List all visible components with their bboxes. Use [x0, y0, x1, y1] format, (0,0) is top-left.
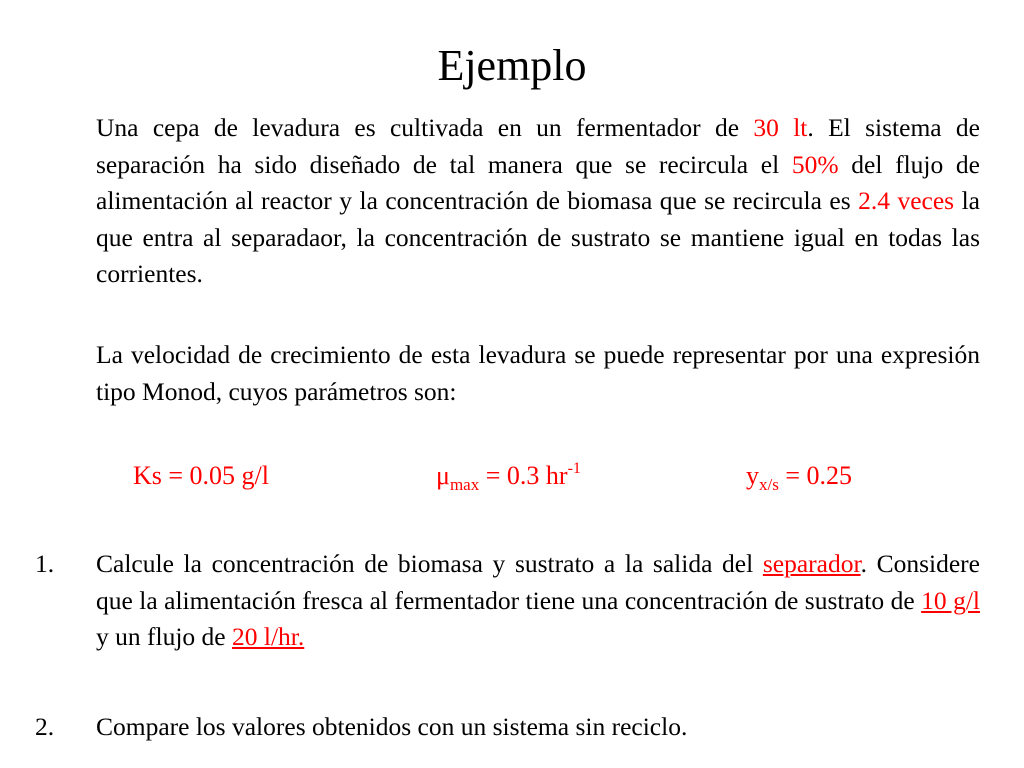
flow-rate-link[interactable]: 20 l/hr.	[231, 622, 305, 651]
q1-text-2: . Considere que la alimentación fresca al fermentador tiene una concentración de sustrato de	[96, 549, 980, 615]
intro-text-3: del flujo de alimentación al reactor y la concentración de biomasa que se recircula es	[96, 149, 981, 215]
y-value: = 0.25	[778, 461, 853, 490]
mu-symbol: μ	[436, 461, 450, 490]
parameters-row	[0, 456, 1024, 500]
mu-superscript: -1	[567, 460, 581, 477]
biomass-factor: 2.4 veces	[858, 186, 955, 215]
mu-value: = 0.3 hr	[479, 461, 568, 490]
slide-title: Ejemplo	[437, 41, 587, 90]
q1-text-1: Calcule la concentración de biomasa y sustrato a la salida del	[96, 549, 763, 578]
substrate-concentration-link[interactable]: 10 g/l	[921, 585, 981, 615]
intro-text-4: la que entra al separadaor, la concentración de sustrato se mantiene igual en todas las corrientes.	[96, 186, 980, 288]
question-1-text	[96, 546, 980, 656]
mu-max-parameter	[436, 456, 581, 496]
y-subscript: x/s	[759, 475, 779, 494]
intro-paragraph	[96, 110, 980, 293]
intro-text-2: . El sistema de separación ha sido diseñado de tal manera que se recircula el	[96, 113, 981, 179]
separador-link[interactable]: separador	[762, 549, 861, 578]
y-symbol: y	[746, 461, 759, 490]
mu-subscript: max	[449, 475, 480, 494]
q1-text-3: y un flujo de	[96, 622, 232, 651]
recycle-percent: 50%	[791, 149, 839, 179]
fermenter-volume: 30 lt	[753, 113, 808, 142]
question-2-text: Compare los valores obtenidos con un sistema sin reciclo.	[96, 712, 688, 741]
ks-parameter: Ks = 0.05 g/l	[133, 461, 270, 490]
monod-paragraph: La velocidad de crecimiento de esta levadura se puede representar por una expresión tipo Monod, cuyos parámetros son:	[96, 340, 980, 406]
question-2-number: 2.	[35, 712, 55, 741]
question-1-number: 1.	[35, 549, 55, 578]
yield-parameter	[746, 456, 852, 496]
intro-text-1: Una cepa de levadura es cultivada en un fermentador de	[96, 113, 754, 142]
